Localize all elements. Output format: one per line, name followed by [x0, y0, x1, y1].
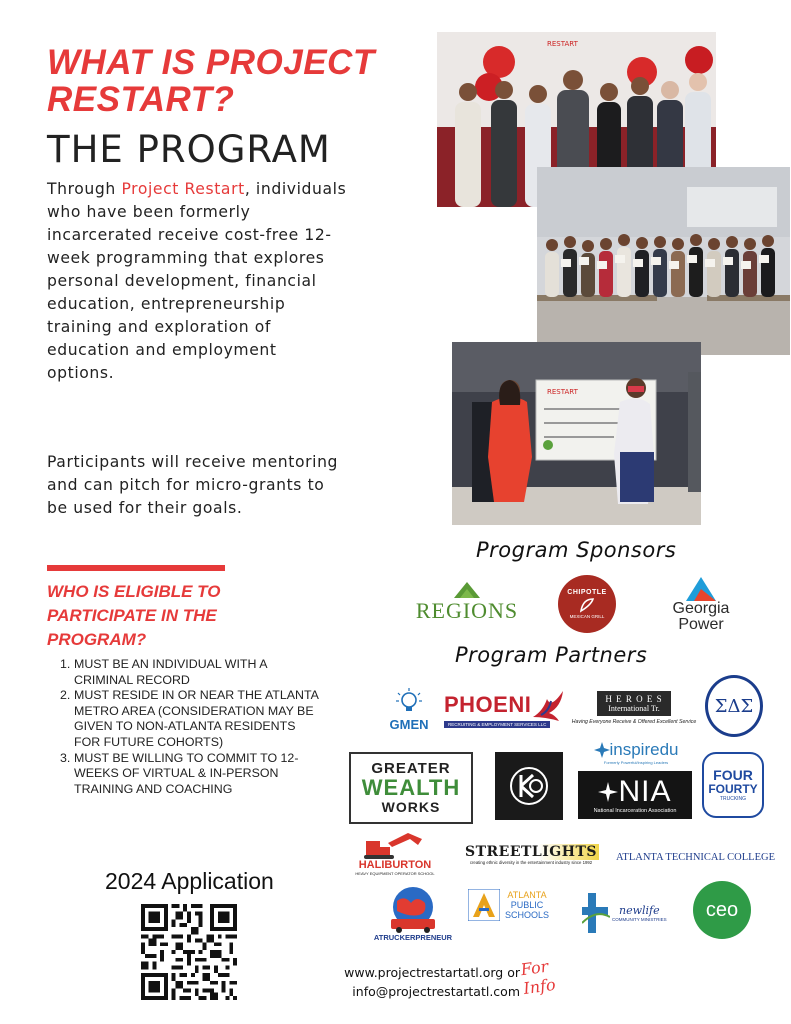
georgia-power-logo: [665, 572, 737, 638]
section-divider: [47, 565, 225, 571]
graduates-photo: [537, 167, 790, 355]
list-item: [60, 688, 320, 750]
streetlights-name: STREETLIGHTS: [464, 843, 598, 860]
lightbulb-icon: [394, 687, 424, 717]
application-label: 2024 Application: [105, 868, 274, 894]
atc-name: ATLANTA TECHNICAL COLLEGE: [616, 851, 775, 863]
mentoring-paragraph: Participants will receive mentoring and can pitch for micro-grants to be used for their goals.: [47, 453, 339, 517]
phoenix-bird-icon: [531, 689, 565, 721]
project-restart-highlight: Project Restart: [121, 180, 245, 198]
kmc-emblem-icon: [506, 763, 552, 809]
sponsors-heading: Program Sponsors: [476, 538, 677, 562]
heroes-tagline: Having Everyone Receive & Offered Excellent Service: [571, 719, 697, 725]
atruckerpreneur-logo: [373, 880, 453, 946]
gww-line-2: WEALTH: [361, 775, 461, 800]
streetlights-logo: [462, 836, 600, 872]
list-text: MUST BE AN INDIVIDUAL WITH A CRIMINAL RECORD: [74, 657, 267, 687]
sigma-letters: ΣΔΣ: [714, 695, 754, 717]
georgia-power-triangle-icon: [686, 577, 716, 601]
phoenix-subtitle: RECRUITING & EMPLOYMENT SERVICES LLC: [444, 721, 550, 728]
website-link[interactable]: www.projectrestartatl.org or: [344, 965, 520, 980]
heroes-subtitle: International Tr.: [608, 704, 660, 713]
atlanta-public-schools-logo: [468, 887, 560, 923]
atlanta-technical-college-logo: [612, 842, 775, 872]
heroes-name: H E R O E S: [605, 694, 663, 704]
atrucker-name: ATRUCKERPRENEUR: [373, 932, 453, 942]
inspiredu-subtitle: Formerly Powerful/Inspiring Leaders: [603, 759, 669, 765]
list-number: 3.: [60, 750, 71, 765]
newlife-cross-icon: [582, 893, 610, 933]
check-presentation-photo: [452, 342, 701, 525]
heroes-logo: [572, 683, 696, 733]
list-text: MUST RESIDE IN OR NEAR THE ATLANTA METRO AREA (CONSIDERATION MAY BE GIVEN TO NON-ATLANTA RESIDENTS FOR FUTURE COHORTS): [74, 688, 319, 749]
list-item: [60, 657, 320, 688]
excavator-icon: [360, 831, 430, 859]
aps-line-2: PUBLIC: [510, 900, 544, 910]
fourfourty-line-3: TRUCKING: [719, 796, 747, 802]
aps-line-3: SCHOOLS: [505, 910, 550, 920]
nia-subtitle: National Incarceration Association: [593, 808, 677, 814]
georgia-power-name-1: Georgia: [672, 600, 730, 617]
gmen-name: GMEN: [389, 716, 429, 732]
nia-logo: [578, 771, 692, 819]
eligibility-heading: WHO IS ELIGIBLE TO PARTICIPATE IN THE PROGRAM?: [47, 582, 221, 649]
aps-line-1: ATLANTA: [507, 890, 547, 900]
chipotle-pepper-icon: [578, 596, 596, 614]
program-heading: THE PROGRAM: [47, 128, 331, 171]
backdrop-logo-text: RESTART: [547, 40, 578, 48]
chipotle-name: CHIPOTLE: [567, 589, 607, 596]
gww-line-1: GREATER: [371, 760, 451, 777]
fourfourty-line-2: FOURTY: [708, 782, 758, 796]
gmen-logo: [383, 680, 435, 738]
ceo-name: ceo: [705, 898, 739, 921]
inspiredu-logo: [578, 739, 694, 765]
regions-name: REGIONS: [415, 598, 519, 623]
aps-a-icon: [468, 889, 500, 921]
globe-truck-icon: [387, 885, 439, 933]
newlife-name: newlife: [619, 904, 660, 917]
eligibility-list: [60, 657, 320, 797]
program-description: [47, 178, 347, 385]
fourfourty-line-1: FOUR: [713, 767, 753, 783]
check-logo-text: RESTART: [547, 388, 578, 396]
for-info-script: [520, 956, 557, 998]
haliburton-name: HALIBURTON: [358, 858, 432, 871]
nia-star-icon: [598, 782, 618, 802]
ceo-logo: [693, 881, 751, 939]
haliburton-logo: [338, 828, 452, 878]
for-info-line-1: For: [519, 956, 550, 980]
sigma-delta-sigma-logo: [705, 675, 763, 737]
partners-heading: Program Partners: [455, 643, 648, 667]
list-text: MUST BE WILLING TO COMMIT TO 12-WEEKS OF VIRTUAL & IN-PERSON TRAINING AND COACHING: [74, 750, 299, 796]
inspiredu-star-icon: [594, 742, 610, 758]
four-fourty-trucking-logo: [702, 752, 764, 818]
list-item: [60, 751, 320, 798]
phoenix-name: PHOENI: [444, 691, 532, 717]
regions-triangle-icon: [454, 582, 480, 598]
georgia-power-name-2: Power: [678, 616, 724, 633]
application-qr-code[interactable]: [141, 904, 237, 1000]
chipotle-subtitle: MEXICAN GRILL: [569, 614, 605, 619]
phoenix-logo: [444, 684, 568, 732]
kmc-logo: [495, 752, 563, 820]
contact-info: [318, 963, 520, 1001]
list-number: 1.: [60, 657, 71, 671]
newlife-subtitle: COMMUNITY MINISTRIES: [612, 917, 667, 922]
regions-logo: [405, 578, 529, 628]
for-info-line-2: Info: [522, 974, 557, 999]
haliburton-subtitle: HEAVY EQUIPMENT OPERATOR SCHOOL: [355, 870, 435, 876]
email-link[interactable]: info@projectrestartatl.com: [352, 984, 520, 999]
streetlights-subtitle: creating ethnic diversity in the entertainment industry since 1992: [469, 859, 593, 865]
newlife-logo: [582, 890, 674, 936]
inspiredu-name: inspiredu: [609, 739, 679, 759]
gww-line-3: WORKS: [381, 799, 441, 815]
greater-wealth-works-logo: [349, 752, 473, 824]
intro-text-end: , individuals who have been formerly incarcerated receive cost-free 12-week programming that explores personal development, financial education, entrepreneurship training and exploration of education and employment options.: [47, 180, 347, 382]
nia-name: NIA: [618, 775, 672, 808]
intro-text-start: Through: [47, 180, 122, 198]
list-number: 2.: [60, 688, 71, 703]
chipotle-logo: [558, 575, 616, 633]
page-title: WHAT IS PROJECT RESTART?: [47, 43, 375, 119]
